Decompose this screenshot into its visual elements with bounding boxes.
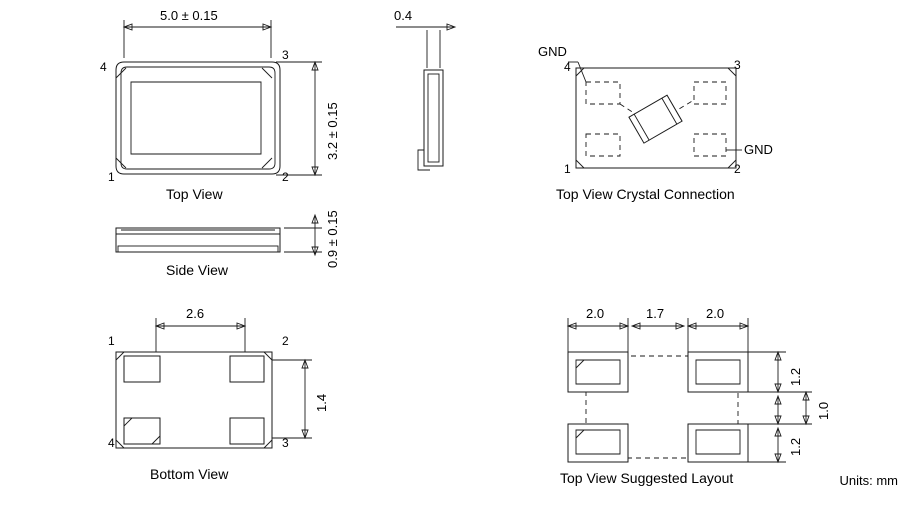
end-view — [396, 24, 455, 170]
crystal-connection-view — [568, 62, 742, 168]
layout-dim-gap-label: 1.0 — [816, 401, 831, 420]
top-view-pin-3: 3 — [282, 48, 289, 62]
suggested-layout-caption: Top View Suggested Layout — [560, 470, 734, 486]
layout-dim-pad-top-label: 1.2 — [788, 367, 803, 386]
bottom-view-pin-4: 4 — [108, 436, 115, 450]
bottom-view-pin-2: 2 — [282, 334, 289, 348]
side-view-caption: Side View — [166, 262, 229, 278]
side-view-height-label: 0.9 ± 0.15 — [325, 210, 340, 268]
top-view-width-dimension — [124, 20, 271, 58]
crystal-connection-caption: Top View Crystal Connection — [556, 186, 735, 202]
bottom-view-caption: Bottom View — [150, 466, 229, 482]
top-view-pin-2: 2 — [282, 170, 289, 184]
crystal-pin-1: 1 — [564, 162, 571, 176]
crystal-pin-4: 4 — [564, 60, 571, 74]
layout-dim-left-label: 2.0 — [586, 306, 605, 321]
crystal-gnd-top-label: GND — [538, 44, 567, 59]
top-view-height-label: 3.2 ± 0.15 — [325, 102, 340, 160]
top-view-pin-4: 4 — [100, 60, 107, 74]
top-view-caption: Top View — [166, 186, 223, 202]
units-note: Units: mm — [839, 473, 898, 488]
bottom-view-pin-1: 1 — [108, 334, 115, 348]
crystal-pin-2: 2 — [734, 162, 741, 176]
side-view — [116, 215, 322, 255]
crystal-gnd-right-label: GND — [744, 142, 773, 157]
top-view-pin-1: 1 — [108, 170, 115, 184]
layout-dim-pad-bottom-label: 1.2 — [788, 437, 803, 456]
end-view-thickness-label: 0.4 — [394, 8, 413, 23]
crystal-pin-3: 3 — [734, 58, 741, 72]
bottom-view-pin-3: 3 — [282, 436, 289, 450]
layout-dim-right-label: 2.0 — [706, 306, 725, 321]
bottom-view-width-label: 2.6 — [186, 306, 205, 321]
layout-dim-mid-label: 1.7 — [646, 306, 665, 321]
suggested-layout-view — [568, 318, 812, 462]
top-view-width-label: 5.0 ± 0.15 — [160, 8, 218, 23]
bottom-view-height-label: 1.4 — [314, 393, 329, 412]
top-view-height-dimension — [276, 62, 322, 175]
